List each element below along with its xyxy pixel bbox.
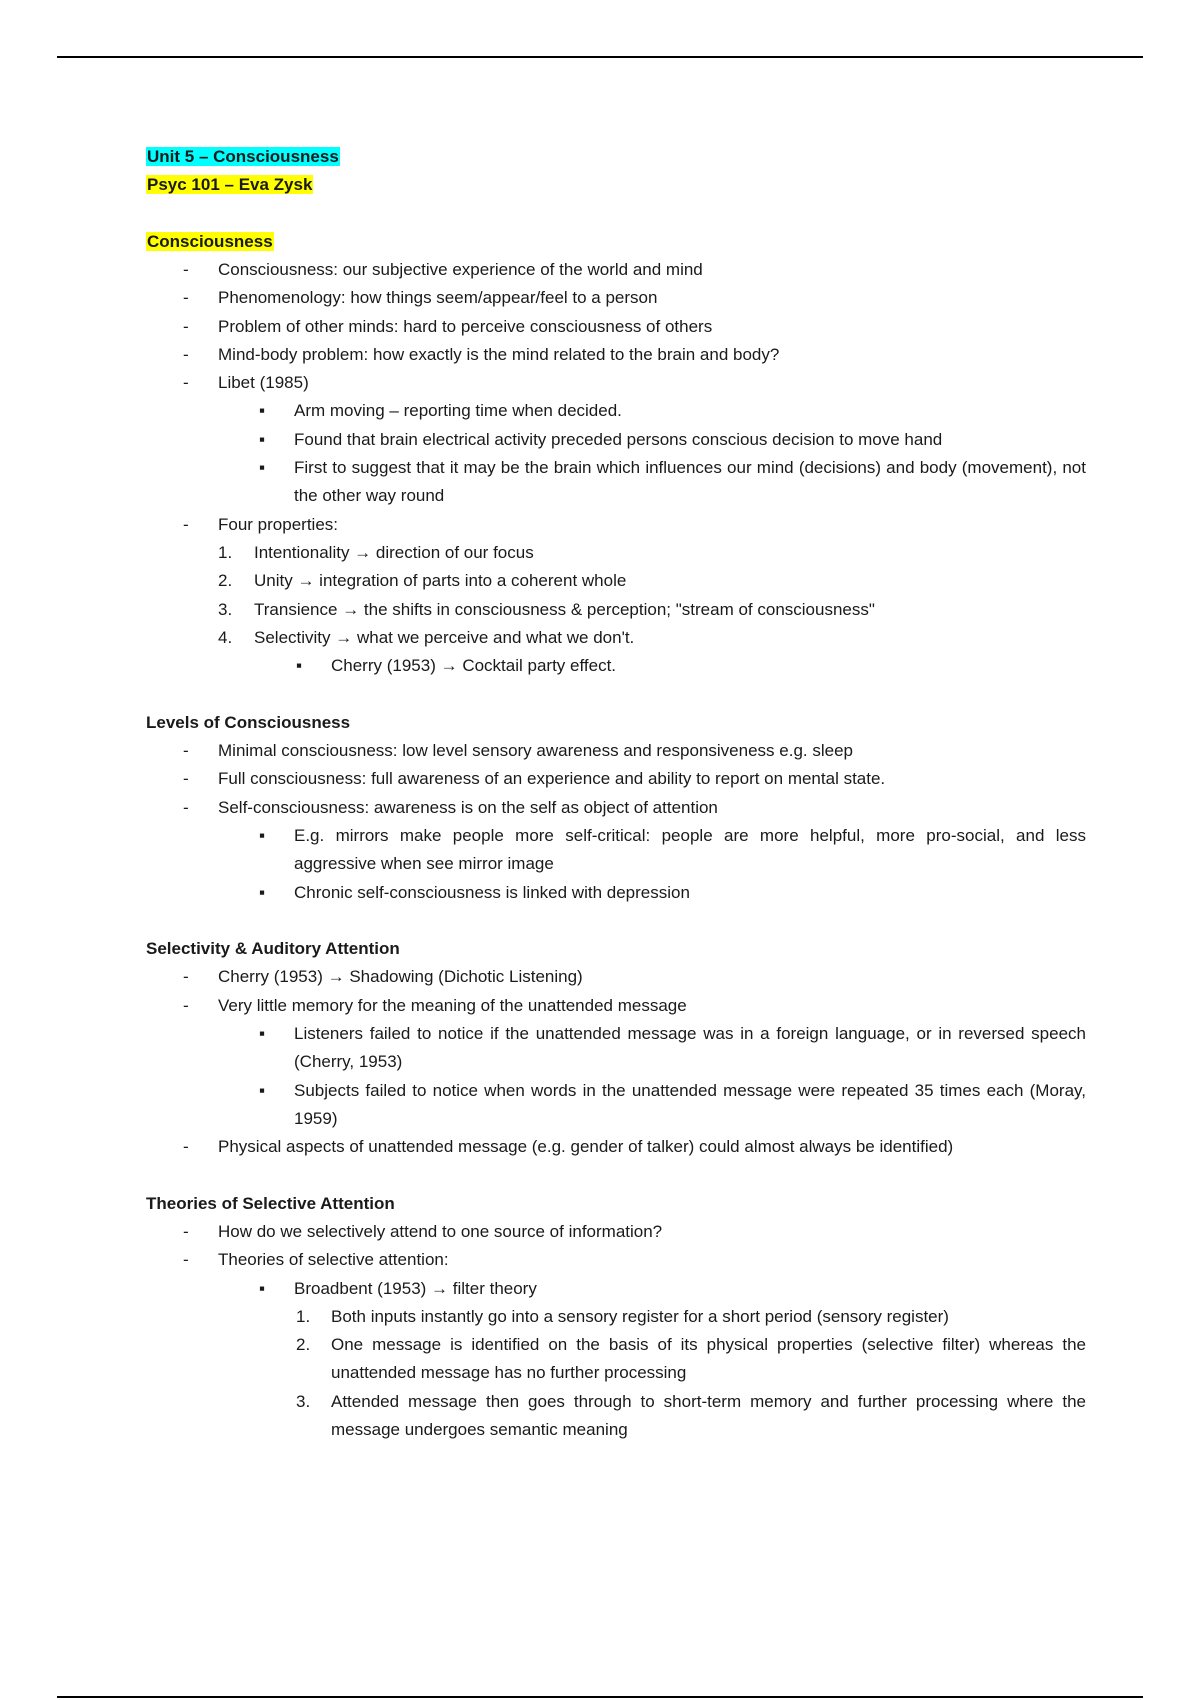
list-number: 3. <box>296 1392 311 1411</box>
list-item: Selectivity → what we perceive and what we don't. <box>254 628 635 647</box>
section-heading-theories: Theories of Selective Attention <box>146 1194 395 1213</box>
list-item: Four properties: <box>218 515 338 534</box>
square-bullet-icon <box>259 429 265 451</box>
list-item: Minimal consciousness: low level sensory awareness and responsiveness e.g. sleep <box>218 741 853 760</box>
list-item: Consciousness: our subjective experience of the world and mind <box>218 260 703 279</box>
document-title <box>146 146 340 168</box>
list-item: Cherry (1953) → Cocktail party effect. <box>331 656 617 675</box>
list-item: Attended message then goes through to short-term memory and further processing where the message undergoes semantic meaning <box>331 1392 1086 1440</box>
list-number: 3. <box>218 600 233 619</box>
list-item: Intentionality → direction of our focus <box>254 543 534 562</box>
document-subtitle <box>146 174 313 196</box>
list-item: One message is identified on the basis of its physical properties (selective filter) whereas the unattended message has no further processing <box>331 1335 1086 1383</box>
list-item: Mind-body problem: how exactly is the mind related to the brain and body? <box>218 345 780 364</box>
list-number: 2. <box>218 571 233 590</box>
list-item: Theories of selective attention: <box>218 1250 449 1269</box>
list-item: E.g. mirrors make people more self-critical: people are more helpful, more pro-social, and less aggressive when see mirror image <box>294 826 1086 874</box>
list-item: Very little memory for the meaning of the unattended message <box>218 996 687 1015</box>
list-item: Transience → the shifts in consciousness & perception; "stream of consciousness" <box>254 600 875 619</box>
bullet-dash: - <box>183 1222 189 1241</box>
list-item: Cherry (1953) → Shadowing (Dichotic Listening) <box>218 967 583 986</box>
bullet-dash: - <box>183 967 189 986</box>
bullet-dash: - <box>183 288 189 307</box>
list-item: Arm moving – reporting time when decided. <box>294 401 622 420</box>
square-bullet-icon <box>296 655 302 677</box>
list-item: Subjects failed to notice when words in the unattended message were repeated 35 times each (Moray, 1959) <box>294 1081 1086 1129</box>
square-bullet-icon <box>259 1023 265 1045</box>
consciousness-heading: Consciousness <box>147 232 273 251</box>
list-item: Chronic self-consciousness is linked with depression <box>294 883 690 902</box>
square-bullet-icon <box>259 1080 265 1102</box>
list-number: 1. <box>218 543 233 562</box>
bullet-dash: - <box>183 996 189 1015</box>
list-item: How do we selectively attend to one source of information? <box>218 1222 663 1241</box>
bullet-dash: - <box>183 317 189 336</box>
list-item: Self-consciousness: awareness is on the self as object of attention <box>218 798 718 817</box>
bullet-dash: - <box>183 769 189 788</box>
list-number: 1. <box>296 1307 311 1326</box>
footer-rule <box>57 1696 1143 1698</box>
section-heading-selectivity: Selectivity & Auditory Attention <box>146 939 400 958</box>
list-item: Broadbent (1953) → filter theory <box>294 1279 537 1298</box>
subtitle-highlight: Psyc 101 – Eva Zysk <box>147 175 313 194</box>
section-heading-levels: Levels of Consciousness <box>146 713 351 732</box>
section-heading-consciousness <box>146 231 274 253</box>
bullet-dash: - <box>183 741 189 760</box>
bullet-dash: - <box>183 345 189 364</box>
square-bullet-icon <box>259 457 265 479</box>
title-highlight: Unit 5 – Consciousness <box>147 147 339 166</box>
bullet-dash: - <box>183 515 189 534</box>
list-item: Problem of other minds: hard to perceive consciousness of others <box>218 317 713 336</box>
list-item: Unity → integration of parts into a coherent whole <box>254 571 627 590</box>
list-item: Full consciousness: full awareness of an experience and ability to report on mental state. <box>218 769 886 788</box>
list-item: Found that brain electrical activity preceded persons conscious decision to move hand <box>294 430 943 449</box>
bullet-dash: - <box>183 260 189 279</box>
list-item: Physical aspects of unattended message (e.g. gender of talker) could almost always be identified) <box>218 1137 954 1156</box>
list-item: Both inputs instantly go into a sensory register for a short period (sensory register) <box>331 1307 949 1326</box>
bullet-dash: - <box>183 373 189 392</box>
bullet-dash: - <box>183 1250 189 1269</box>
list-item: Phenomenology: how things seem/appear/feel to a person <box>218 288 658 307</box>
list-item: First to suggest that it may be the brain which influences our mind (decisions) and body (movement), not the other way round <box>294 458 1086 506</box>
header-rule <box>57 56 1143 58</box>
list-number: 4. <box>218 628 233 647</box>
bullet-dash: - <box>183 798 189 817</box>
list-item: Libet (1985) <box>218 373 309 392</box>
list-item: Listeners failed to notice if the unattended message was in a foreign language, or in reversed speech (Cherry, 1953) <box>294 1024 1086 1072</box>
square-bullet-icon <box>259 882 265 904</box>
bullet-dash: - <box>183 1137 189 1156</box>
square-bullet-icon <box>259 825 265 847</box>
list-number: 2. <box>296 1335 311 1354</box>
square-bullet-icon <box>259 400 265 422</box>
square-bullet-icon <box>259 1278 265 1300</box>
